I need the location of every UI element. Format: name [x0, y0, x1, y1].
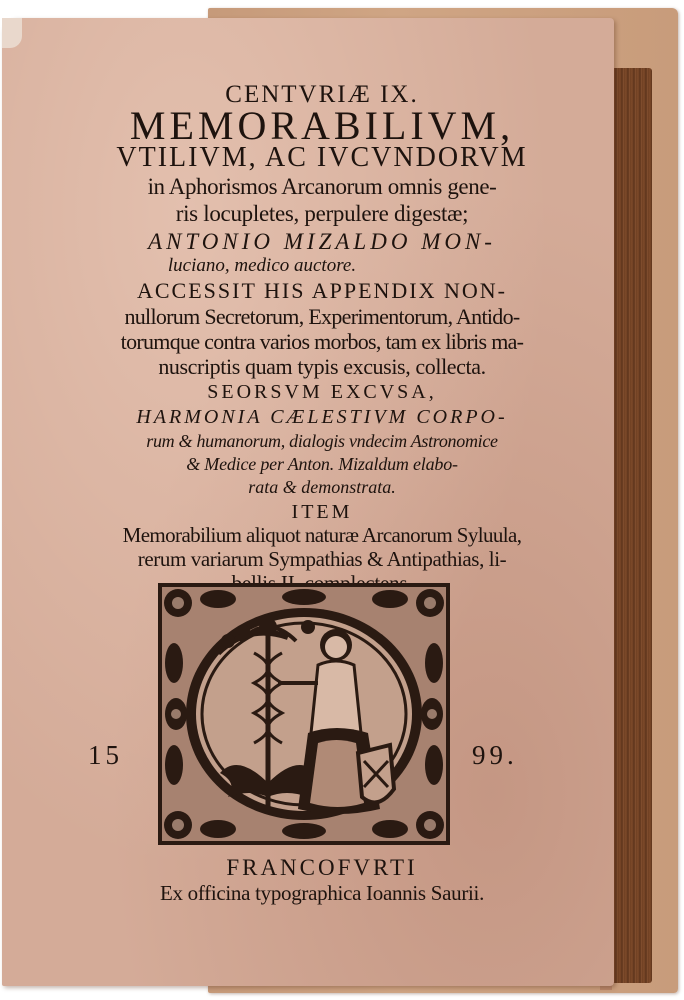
printer-device-icon: [158, 583, 450, 845]
heading-vtilium: VTILIVM, AC IVCVNDORVM: [116, 142, 528, 173]
text-seorsum: SEORSVM EXCVSA,: [207, 381, 437, 403]
text-locupletes: ris locupletes, perpulere digestæ;: [175, 201, 469, 226]
author-description: luciano, medico auctore.: [167, 255, 357, 276]
text-rerum-variarum: rerum variarum Sympathias & Antipathias, li-: [137, 547, 507, 571]
author-name: ANTONIO MIZALDO MON-: [148, 229, 496, 254]
text-torumque: torumque contra varios morbos, tam ex libris ma-: [120, 329, 524, 354]
heading-memorabilium: MEMORABILIVM,: [129, 103, 515, 148]
text-rata-demonstrata: rata & demonstrata.: [248, 477, 396, 497]
text-medice: & Medice per Anton. Mizaldum elabo-: [186, 454, 458, 474]
page-corner-tear: [2, 18, 22, 48]
text-manuscriptis: nuscriptis quam typis excusis, collecta.: [158, 354, 486, 379]
text-item: ITEM: [291, 501, 353, 523]
text-memorabilium-aliquot: Memorabilium aliquot naturæ Arcanorum Syluula,: [122, 523, 522, 547]
year-left: 15: [88, 740, 123, 770]
text-rum-humanorum: rum & humanorum, dialogis vndecim Astronomice: [146, 431, 498, 451]
text-secretorum: nullorum Secretorum, Experimentorum, Antido-: [124, 304, 520, 329]
imprint-city: FRANCOFVRTI: [226, 855, 418, 880]
text-accessit: ACCESSIT HIS APPENDIX NON-: [136, 278, 508, 303]
text-aphorismos: in Aphorismos Arcanorum omnis gene-: [147, 174, 497, 199]
text-harmonia: HARMONIA CÆLESTIVM CORPO-: [136, 406, 508, 428]
imprint-printer: Ex officina typographica Ioannis Saurii.: [159, 881, 485, 905]
title-page: [2, 18, 614, 986]
heading-centuriae: CENTVRIÆ IX.: [225, 81, 419, 108]
year-right: 99.: [472, 740, 518, 770]
